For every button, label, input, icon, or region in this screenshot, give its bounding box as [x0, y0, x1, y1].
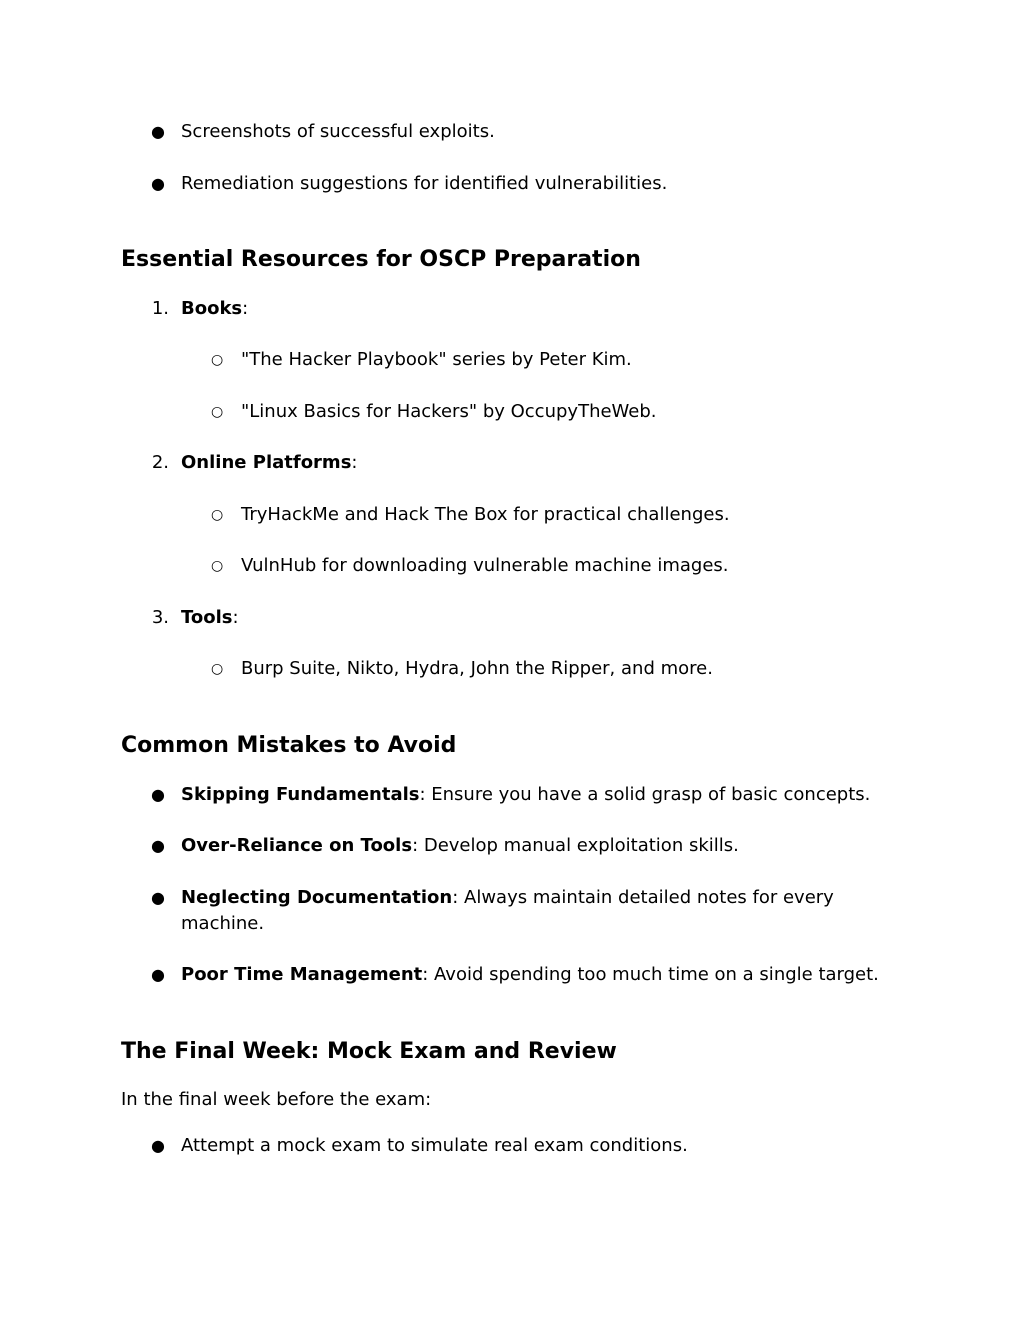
- item-text: : Develop manual exploitation skills.: [412, 835, 739, 856]
- list-item: [181, 885, 871, 937]
- item-text: : Ensure you have a solid grasp of basic concepts.: [419, 784, 871, 805]
- list-number: 2.: [151, 452, 169, 473]
- list-item-title: [181, 605, 239, 631]
- paragraph: In the final week before the exam:: [121, 1089, 432, 1110]
- bullet-icon: ●: [151, 836, 165, 855]
- bullet-icon: ●: [151, 785, 165, 804]
- item-suffix: :: [232, 607, 239, 628]
- item-suffix: :: [351, 452, 358, 473]
- list-item: Screenshots of successful exploits.: [181, 121, 495, 142]
- sub-list-item: VulnHub for downloading vulnerable machine images.: [241, 555, 729, 576]
- item-label: Skipping Fundamentals: [181, 784, 420, 805]
- bullet-icon: ●: [151, 888, 165, 907]
- circle-bullet-icon: ○: [211, 404, 224, 420]
- list-item: [181, 962, 879, 988]
- item-suffix: :: [242, 298, 249, 319]
- list-item: [181, 782, 870, 808]
- item-label: Over-Reliance on Tools: [181, 835, 413, 856]
- item-label: Books: [181, 298, 243, 319]
- item-text: : Always maintain detailed notes for every machine.: [181, 887, 834, 934]
- list-item: Remediation suggestions for identified vulnerabilities.: [181, 173, 668, 194]
- bullet-icon: ●: [151, 122, 165, 141]
- list-item: Attempt a mock exam to simulate real exam conditions.: [181, 1135, 688, 1156]
- circle-bullet-icon: ○: [211, 558, 224, 574]
- item-text: : Avoid spending too much time on a single target.: [422, 964, 879, 985]
- bullet-icon: ●: [151, 1136, 165, 1155]
- bullet-icon: ●: [151, 174, 165, 193]
- circle-bullet-icon: ○: [211, 661, 224, 677]
- item-label: Poor Time Management: [181, 964, 423, 985]
- circle-bullet-icon: ○: [211, 352, 224, 368]
- bullet-icon: ●: [151, 965, 165, 984]
- section-heading-resources: Essential Resources for OSCP Preparation: [121, 247, 641, 272]
- item-label: Tools: [181, 607, 233, 628]
- sub-list-item: TryHackMe and Hack The Box for practical challenges.: [241, 504, 730, 525]
- list-number: 1.: [151, 298, 169, 319]
- section-heading-final-week: The Final Week: Mock Exam and Review: [121, 1039, 617, 1064]
- circle-bullet-icon: ○: [211, 507, 224, 523]
- section-heading-mistakes: Common Mistakes to Avoid: [121, 733, 457, 758]
- sub-list-item: "The Hacker Playbook" series by Peter Kim.: [241, 349, 632, 370]
- item-label: Online Platforms: [181, 452, 352, 473]
- list-number: 3.: [151, 607, 169, 628]
- sub-list-item: Burp Suite, Nikto, Hydra, John the Ripper, and more.: [241, 658, 713, 679]
- list-item-title: [181, 296, 248, 322]
- sub-list-item: "Linux Basics for Hackers" by OccupyTheWeb.: [241, 401, 657, 422]
- list-item-title: [181, 450, 357, 476]
- list-item: [181, 833, 739, 859]
- item-label: Neglecting Documentation: [181, 887, 453, 908]
